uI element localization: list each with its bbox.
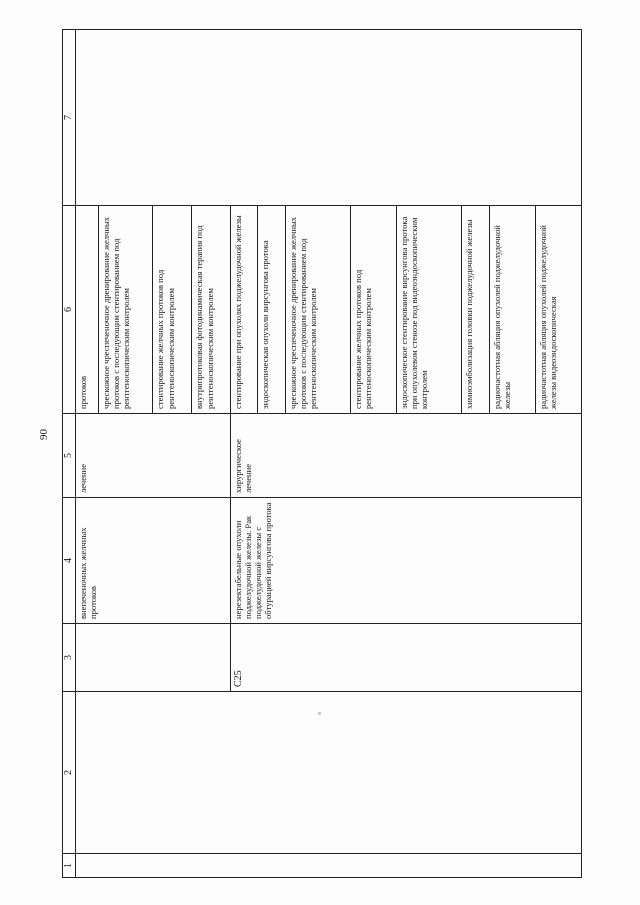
cell-methods <box>231 206 582 414</box>
methods-list <box>231 206 581 413</box>
col-header-1: 1 <box>63 854 76 878</box>
list-item: эндоскопическое стентирование вирсунгова протока при опухолевом стенозе под видеоэндоскопическим контролем <box>397 206 462 413</box>
cell-treatment: лечение <box>76 414 231 498</box>
cell-col2 <box>76 692 582 854</box>
list-item: внутрипротоковая фотодинамическая терапия под рентгеноскопическим контролем <box>194 225 215 409</box>
list-item: протоков <box>76 206 99 413</box>
cell-methods <box>76 206 231 414</box>
list-item: чрескожное чреспеченочное дренирование желчных протоков с последующим стентированием под рентгеноскопическим контролем <box>286 206 351 413</box>
cell-col7 <box>76 30 582 206</box>
rotated-table-container <box>62 30 582 878</box>
col-header-3: 3 <box>63 624 76 692</box>
list-item: радиочастотная абляция опухолей поджелудочной железы <box>489 206 535 413</box>
list-item: стентирование желчных протоков под рентгеноскопическим контролем <box>350 206 396 413</box>
list-item: стентирование при опухолях поджелудочной железы <box>231 206 258 413</box>
cell-col1 <box>76 854 582 878</box>
list-item: стентирование желчных протоков под рентгеноскопическим контролем <box>153 206 192 413</box>
methods-list <box>76 206 230 413</box>
col-header-7: 7 <box>63 30 76 206</box>
scan-speck <box>318 712 321 715</box>
col-header-2: 2 <box>63 692 76 854</box>
list-item: эндоскопическая опухоли вирсунгова протока <box>258 206 286 413</box>
col-header-6: 6 <box>63 206 76 414</box>
cell-treatment: хирургическое лечение <box>231 414 582 498</box>
header-row <box>63 30 76 878</box>
medical-procedures-table <box>62 29 582 878</box>
cell-diagnosis: нерезектабельные опухоли поджелудочной железы. Рак поджелудочной железы с обтурацией вирсунгова протока <box>231 498 582 624</box>
table-row <box>76 30 231 878</box>
page-number: 90 <box>38 429 50 440</box>
cell-code: C25 <box>231 624 582 692</box>
col-header-5: 5 <box>63 414 76 498</box>
list-item: чрескожное чреспеченочное дренирование желчных протоков с последующим стентированием под рентгеноскопическим контролем <box>99 206 153 413</box>
list-item: химиоэмболизация головки поджелудочной железы <box>462 206 490 413</box>
cell-diagnosis: внепеченочных желчных протоков <box>76 498 231 624</box>
col-header-4: 4 <box>63 498 76 624</box>
list-item: радиочастотная абляция опухолей поджелудочной железы видеоэндоскопическая <box>538 225 559 409</box>
cell-code-empty <box>76 624 231 692</box>
